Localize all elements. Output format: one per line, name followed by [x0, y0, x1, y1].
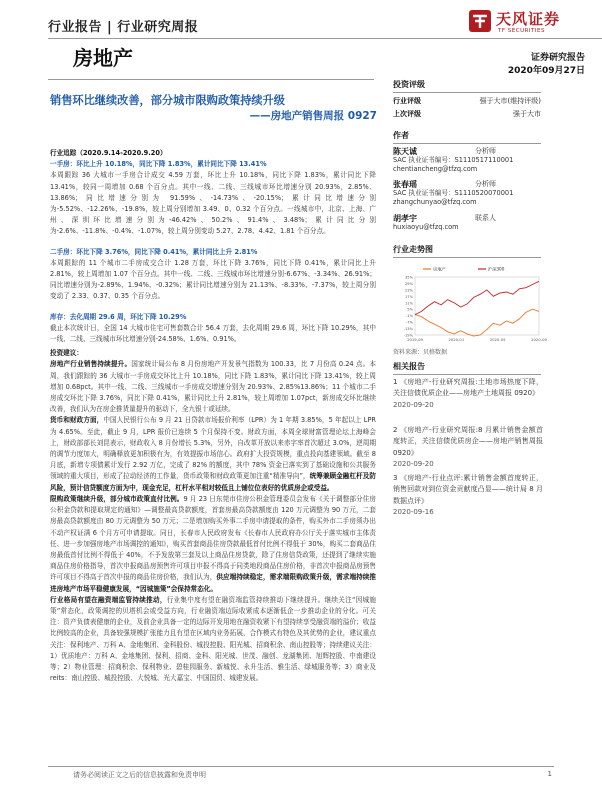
legend-label: 房地产 — [433, 266, 446, 272]
report-date: 2020年09月27日 — [507, 66, 585, 76]
series-line-real-estate — [415, 309, 539, 336]
report-subheadline: ——房地产销售周报 0927 — [249, 110, 377, 122]
resale-paragraph: 本周跟踪的 11 个城市二手房成交合计 1.28 万套，环比下降 3.76%，同比下降 0.41%，累计同比上升 2.81%，较上周增加 1.07 个百分点。其中一线、二线、三线城市环比增速分别-6.67%、-3.34%、26.91%；同比增速分别为-2.89%、1.94%、-0.32%；累计同比增速分别为 21.13%、-8.33%、-7.37%，较上周分别变动了 2.33、0.37、0.35 个百分点。 — [50, 258, 376, 301]
footer-divider — [48, 766, 554, 767]
policy-paragraph — [50, 494, 376, 595]
y-tick-label: 35% — [405, 275, 413, 280]
y-tick-label: -7% — [406, 320, 413, 325]
logo-brand-english: TF SECURITIES — [498, 28, 545, 34]
related-report-item[interactable] — [393, 473, 543, 518]
report-type: 证券研究报告 — [530, 53, 585, 63]
logo-brand-name: 天风证券 — [496, 10, 561, 28]
outlook-lead: 行业格局有望在融资端监管持续推动， — [50, 595, 167, 604]
author-title: 分析师 — [475, 180, 496, 188]
related-report-item[interactable] — [393, 377, 543, 411]
resale-lead: 二手房：环比下降 3.76%，同比下降 0.41%，累计同比上升 2.81% — [50, 247, 258, 256]
author-title: 联系人 — [475, 214, 496, 222]
author-cert: SAC 执业证书编号：S1110520070001 — [393, 189, 514, 197]
related-report-title[interactable]: 3 《房地产-行业点评:累计销售金额首度转正，销售回款对到位资金贡献度凸显——统计局 8 月数据点评》 — [393, 474, 543, 505]
author-card — [393, 147, 541, 174]
header-divider — [48, 38, 602, 39]
related-section-title: 相关报告 — [393, 362, 425, 371]
chart-source: 资料来源：贝格数据 — [393, 349, 448, 356]
trend-divider — [393, 257, 541, 258]
inventory-lead: 库存：去化周期 29.6 周，环比下降 10.29% — [50, 312, 187, 321]
related-report-title[interactable]: 2 《房地产-行业研究周报:8 月累计销售金额首度转正，关注信债优质房企——房地产销售周报 0920》 — [393, 426, 543, 457]
legend-label: 沪深300 — [488, 266, 505, 272]
x-tick-label: 2020-05 — [489, 337, 506, 342]
y-tick-label: -19% — [403, 333, 413, 338]
rating-section-title: 投资评级 — [393, 80, 425, 89]
related-divider — [393, 374, 541, 375]
author-email: zhangchunyao@tfzq.com — [393, 198, 477, 206]
author-name: 胡孝宇 — [393, 214, 417, 223]
trend-section-title: 行业走势图 — [393, 245, 433, 254]
rating-row-previous — [393, 109, 541, 119]
related-report-item[interactable] — [393, 425, 543, 470]
page-number: 1 — [547, 770, 552, 778]
previous-rating-value: 强于大市 — [513, 110, 541, 118]
tracking-period: 行业追踪（2020.9.14-2020.9.20） — [50, 149, 167, 157]
report-breadcrumb: 行业报告 | 行业研究周报 — [48, 20, 199, 35]
author-email: huxiaoyu@tfzq.com — [393, 223, 459, 231]
new-home-lead: 一手房：环比上升 10.18%，同比下降 1.83%，累计同比下降 13.41% — [50, 160, 267, 169]
title-divider — [48, 79, 374, 80]
monetary-lead: 货币和财政方面， — [50, 416, 104, 425]
x-tick-label: 2020-01 — [448, 337, 465, 342]
y-tick-label: 11% — [405, 301, 413, 306]
rating-divider — [393, 92, 541, 93]
x-tick-label: 2019-09 — [407, 337, 423, 342]
footer-disclaimer: 请务必阅读正文之后的信息披露和免责申明 — [73, 771, 206, 779]
investment-advice-title: 投资建议： — [50, 349, 83, 358]
author-title: 分析师 — [475, 147, 496, 155]
inventory-paragraph: 截止本次统计日，全国 14 大城市住宅可售套数合计 56.4 万套，去化周期 29.6 周，环比下降 10.29%，其中一线、二线、三线城市环比增速分别-24.58%、1.6%、0.91%。 — [50, 323, 376, 344]
rating-row-industry — [393, 96, 541, 106]
x-tick-label: 2020-09 — [531, 337, 547, 342]
trend-chart-svg — [393, 263, 547, 345]
y-tick-label: 5% — [407, 307, 413, 312]
author-email: chentiancheng@tfzq.com — [393, 165, 478, 173]
policy-text: 9 月 23 日东莞市住房公积金管理委员会发布《关于调整部分住房公积金贷款和提取规定的通知》—调整最高贷款额度，首套房最高贷款额度由 120 万元调整为 90 万元，二套房最高贷款额度由 80 万元调整为 50 万元；二是增加购买外事二手房申请提取的条件，购买外市二手房须办出不动产权证满 6 个月方可申请提取。同日，长春市人民政府发布《长春市人民政府办公厅关于落实城市主体责任、进一步加强房地产市场调控的通知》，购买首套商品住房贷款最低首付比例不得低于 30%，购买二套商品住房最低首付比例不得低于 40%，不予发放第三套及以上商品住房贷款，除了住房信贷政策，还提到了继续实施商品住房价格指导，首次申报商品房预售许可项目申报不得高于同类地段商品住房价格，非首次申报商品房预售许可项目不得高于首次申报的商品住房价格，我们认为， — [50, 494, 377, 582]
outlook-text: 行业集中度有望在融资端监管持续推动下继续提升。继续关注“因城施策”常态化，政策调控的贝塔机会或受益方向，行业融资端边际收紧成本逐渐低企一步推动企业的分化。可关注：资产负债表健康的企业，及前企业具备一定的边际开发用地在融资收紧下有望持续享受融资端的溢价；收益比例较高的企业，具备较强规模扩张能力且有望在区域内业务拓展，合作模式有特色及其优势的企业，建议重点关注：保利地产、万科 A、金地集团、金科股份、城投控股、阳光城、招商积余、南山控股等；持续建议关注：1）优质地产：万科 A、金地集团、保利、招商、金科、阳光城、世茂、融创、龙湖集团、旭辉控股、中南建设等；2）物业管理：招商积余、保利物业、碧桂园服务、新城悦、永升生活、雅生活、绿城服务等；3）商业及 reits：南山控股、城投控股、大悦城、光大嘉宝、中国国贸、城建发展。 — [50, 595, 377, 683]
previous-rating-label: 上次评级 — [393, 110, 421, 118]
sales-text: 国家统计局公布 8 月份房地产开发景气指数为 100.33，比 7 月份高 0.24 点。本周，我们跟踪的 36 大城市一手房成交环比上升 10.18%，同比下降 1.83%，累计同比下降 13.41%，较上周增加 0.68pct。其中一线、二线、三线城市一手房成交增速分别为 20.93%、2.85%13.86%；11 个城市二手房成交环比下降 3.76%，同比下降 0.41%，累计同比上升 2.81%，较上周增加 1.07pct，新房成交环比继续改善，我们认为在房企推货量提升的驱动下，全九银十或延续。 — [50, 360, 376, 414]
y-tick-label: -13% — [403, 327, 413, 332]
related-report-title[interactable]: 1 《房地产-行业研究周报:土地市场热度下降，关注信债优质企业——房地产土地周报 0920》 — [393, 378, 543, 398]
y-tick-label: 23% — [405, 288, 413, 293]
tf-logo-icon — [468, 9, 492, 33]
monetary-text: 中国人民银行公布 9 月 21 日贷款市场报价利率（LPR）为 1 年期 3.85%，5 年起以上 LPR 为 4.65%。至此，截止 9 月，LPR 报价已连续 5 个月保持不变。财政方面，本周全球财富管理论坛上海峰会上，财政部部长刘昆表示，财政收入 8 月份增长 5.3%，另外，自改革开放以来赤字率首次超过 3.0%，逆周期的调节力度加大，明确释放更加积极有为，有效提振市场信心。政府扩大投资规模，重点投向基建领域。截至 8 月底，新增专项债累计发行 2.92 万亿，完成了 82% 的额度，其中 78% 资金已落实到了基础设施和公共服务领域的重大项目，形成了拉动经济的工作量，货币政策和财政政策更加注重“精准导向”， — [50, 416, 377, 481]
author-name: 张春瑶 — [393, 180, 417, 189]
related-report-date: 2020-09-16 — [393, 507, 434, 516]
y-tick-label: 17% — [405, 294, 413, 299]
rating-label: 行业评级 — [393, 97, 421, 105]
y-tick-label: -1% — [406, 314, 413, 319]
sector-title: 房地产 — [73, 46, 133, 70]
new-home-paragraph: 本周跟踪 36 大城市一手房合计成交 4.59 万套，环比上升 10.18%，同比下降 1.83%，累计同比下降 13.41%，较同一周增加 0.68 个百分点。其中一线、二线、三线城市环比增速分别 20.93%，2.85%、13.86%；同比增速分别为 91.59%、-14.73%、-20.15%；累计同比增速分别为-5.52%、-12.26%、-19.8%，较上周分别增加 3.49、0、0.32 个百分点。一线城市中，北京、上海、广州、深圳环比增速分别为-46.42%、50.2%、91.4%、3.48%；累计同比分别为-2.6%、-11.8%、-0.4%、-1.07%，较上周分别变动 5.27、2.78、4.42、1.81 个百分点。 — [50, 171, 376, 236]
outlook-paragraph — [50, 595, 376, 685]
plot-frame — [415, 277, 539, 335]
author-card — [393, 180, 541, 207]
sales-paragraph — [50, 359, 376, 415]
report-headline: 销售环比继续改善，部分城市限购政策持续升级 — [50, 94, 285, 107]
author-cert: SAC 执业证书编号：S1110517110001 — [393, 156, 514, 164]
y-tick-label: 29% — [405, 281, 413, 286]
monetary-conclusion: 统筹兼顾金融杠杆及防风险，预计信贷额度方面为中，现金充足，杠杆水平相对较低且上铺位位表好的优质房企或受益。 — [50, 472, 376, 492]
rating-value: 强于大市(维持评级) — [479, 97, 541, 105]
sales-lead: 房地产行业销售持续提升。 — [50, 360, 132, 369]
industry-trend-chart — [393, 263, 547, 345]
related-report-date: 2020-09-20 — [393, 459, 434, 468]
author-name: 陈天诚 — [393, 147, 417, 156]
body-section-tracking — [50, 148, 376, 684]
monetary-paragraph — [50, 415, 376, 493]
authors-divider — [393, 143, 541, 144]
policy-lead: 限购政策继续升级，部分城市政策直付比例。 — [50, 494, 184, 503]
related-report-date: 2020-09-20 — [393, 400, 434, 409]
authors-section-title: 作者 — [393, 131, 409, 140]
policy-conclusion: 供应端持续稳定，需求端限购政策升级，需求端持续推进房地产市场平稳健康发展，“因城施策”会保持常态化。 — [50, 573, 377, 593]
series-line-csi300 — [415, 281, 539, 314]
author-card — [393, 214, 541, 232]
